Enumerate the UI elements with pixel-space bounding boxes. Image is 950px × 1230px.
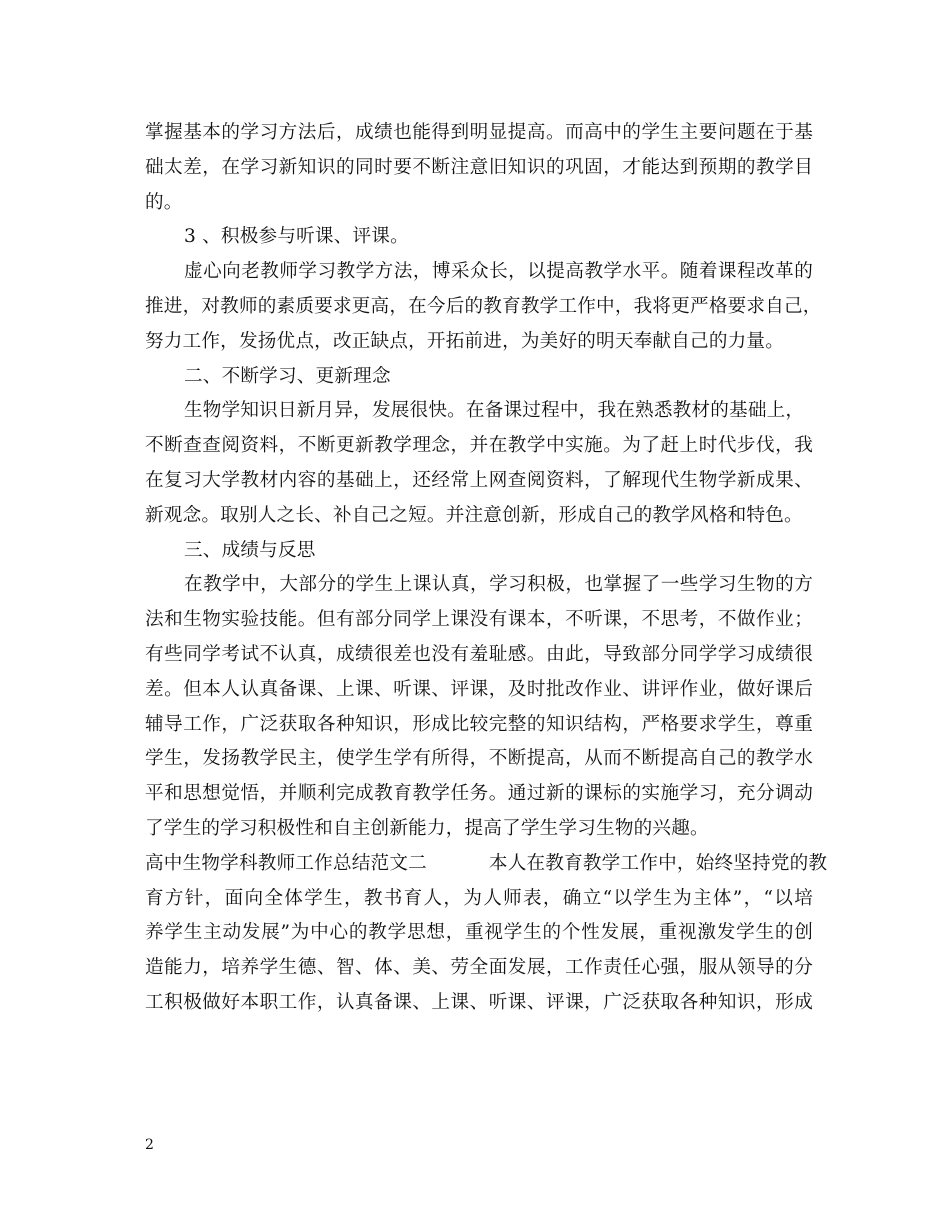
- text-line: 在教学中，大部分的学生上课认真，学习积极，也掌握了一些学习生物的方: [184, 574, 813, 596]
- article-intro: 本人在教育教学工作中，始终坚持党的教: [488, 852, 828, 874]
- text-line: 辅导工作，广泛获取各种知识，形成比较完整的知识结构，严格要求学生，尊重: [145, 713, 813, 735]
- article-title: 高中生物学科教师工作总结范文二: [145, 852, 427, 874]
- text-line: 学生，发扬教学民主，使学生学有所得，不断提高，从而不断提高自己的教学水: [145, 748, 813, 770]
- text-line: 法和生物实验技能。但有部分同学上课没有课本，不听课，不思考，不做作业；: [145, 609, 813, 631]
- section-item-3: 3 、积极参与听课、评课。: [184, 226, 409, 248]
- section-heading-3: 三、成绩与反思: [184, 539, 316, 561]
- section-heading-2: 二、不断学习、更新理念: [184, 365, 391, 387]
- text-line: 造能力，培养学生德、智、体、美、劳全面发展，工作责任心强，服从领导的分: [145, 957, 813, 979]
- text-line: 努力工作，发扬优点，改正缺点，开拓前进，为美好的明天奉献自己的力量。: [145, 330, 784, 352]
- text-line: 工积极做好本职工作，认真备课、上课、听课、评课，广泛获取各种知识，形成: [145, 991, 813, 1013]
- text-line: 育方针，面向全体学生，教书育人，为人师表，确立“以学生为主体”，“以培: [145, 887, 813, 909]
- document-body: [145, 116, 828, 1021]
- text-line: 的。: [145, 191, 183, 213]
- text-line: 础太差，在学习新知识的同时要不断注意旧知识的巩固，才能达到预期的教学目: [145, 156, 813, 178]
- text-line: 虚心向老教师学习教学方法，博采众长，以提高教学水平。随着课程改革的: [184, 261, 813, 283]
- page-number: 2: [145, 1137, 154, 1153]
- text-line: 有些同学考试不认真，成绩很差也没有羞耻感。由此，导致部分同学学习成绩很: [145, 643, 813, 665]
- text-line: 推进，对教师的素质要求更高，在今后的教育教学工作中，我将更严格要求自己，: [145, 295, 822, 317]
- text-line: 差。但本人认真备课、上课、听课、评课，及时批改作业、讲评作业，做好课后: [145, 678, 813, 700]
- text-line: 了学生的学习积极性和自主创新能力，提高了学生学习生物的兴趣。: [145, 817, 709, 839]
- text-line: 平和思想觉悟，并顺利完成教育教学任务。通过新的课标的实施学习，充分调动: [145, 783, 813, 805]
- article-heading-line: [145, 847, 828, 882]
- text-line: 在复习大学教材内容的基础上，还经常上网查阅资料，了解现代生物学新成果、: [145, 469, 813, 491]
- text-line: 不断查查阅资料，不断更新教学理念，并在教学中实施。为了赶上时代步伐，我: [145, 435, 813, 457]
- text-line: 养学生主动发展”为中心的教学思想，重视学生的个性发展，重视激发学生的创: [145, 922, 813, 944]
- text-line: 掌握基本的学习方法后，成绩也能得到明显提高。而高中的学生主要问题在于基: [145, 122, 813, 143]
- text-line: 生物学知识日新月异，发展很快。在备课过程中，我在熟悉教材的基础上，: [184, 400, 805, 422]
- text-line: 新观念。取别人之长、补自己之短。并注意创新，形成自己的教学风格和特色。: [145, 504, 803, 526]
